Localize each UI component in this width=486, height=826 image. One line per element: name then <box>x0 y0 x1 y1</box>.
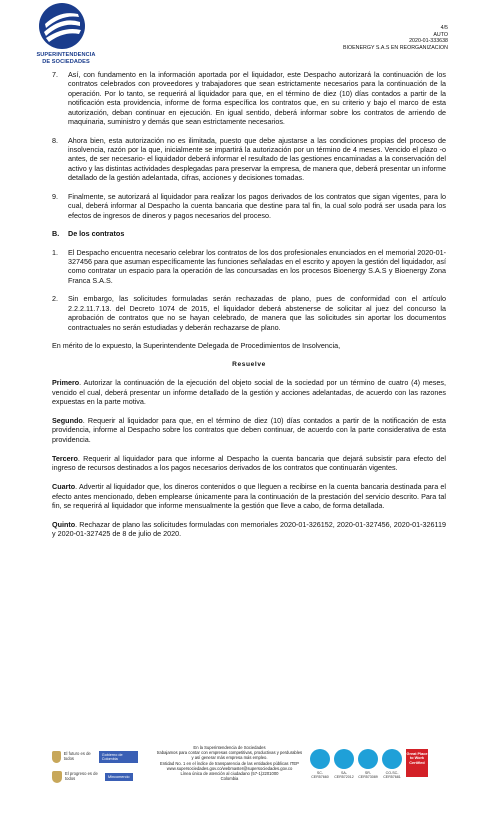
doc-type: AUTO <box>433 31 448 38</box>
numbered-paragraph: 9. Finalmente, se autorizará al liquidador para realizar los pagos derivados de los contratos que sigan vigentes, para lo cual, deberá informar al Despacho la cuenta bancaria que destine para tal fin, la cual solo podrá ser usada para los efectos de ingresos de dineros y pagos necesarios del proceso. <box>52 191 446 220</box>
footer-contact-text: En la Superintendencia de Sociedades trabajamos para contar con empresas competitivas, productivas y perdurables y así generar más empresa más empleo. Entidad No. 1 en el índice de transparencia de las entidades públicas ITEP www.supersociedades.gov.co/webmaster@supersociedades.gov.co Línea única de atención al ciudadano (57-1)2201000 Colombia <box>156 745 303 782</box>
numbered-paragraph: 1. El Despacho encuentra necesario celebrar los contratos de los dos profesionales enunciados en el memorial 2020-01-327456 para que asuman específicamente las funciones señaladas en el escrito y apoyen la gestión del liquidador, así como contratar un espacio para la operación de las concursadas en los procesos Bioenergy S.A.S y Bioenergy Zona Franca S.A.S. <box>52 247 446 285</box>
iso-cert-icon <box>310 749 330 769</box>
certification-badge: SA-CER572012 <box>334 749 354 779</box>
numbered-paragraph: 2. Sin embargo, las solicitudes formuladas serán rechazadas de plano, pues de conformidad con el artículo 2.2.2.11.7.13. del Decreto 1074 de 2015, el liquidador deberá abstenerse de solicitar al juez del concurso la aprobación de contratos que no se hayan celebrado, de manera que las solicitudes sin aportar los documentos contractuales no serán estudiadas y deberán rechazarse de plano. <box>52 294 446 332</box>
resuelve-heading: Resuelve <box>232 360 266 368</box>
resolution-paragraph: Segundo. Requerir al liquidador para que, en el término de diez (10) días contados a partir de la notificación de esta providencia, informe al Despacho sobre los contratos que deben continuar, de acuerdo con la parte considerativa de esta providencia. <box>52 415 446 444</box>
coat-of-arms-icon <box>52 771 62 783</box>
certification-badge: SR-CER573089 <box>358 749 378 779</box>
certification-badge: CO-SC-CER57681 <box>382 749 402 779</box>
numbered-paragraph: 7. Así, con fundamento en la información aportada por el liquidador, este Despacho autorizará la continuación de los contratos celebrados con proveedores y trabajadores que sean estrictamente necesarios para la continuación de la operación. Por lo tanto, se requerirá al liquidador para que, en el término de diez (10) días contados a partir de la notificación esta providencia, informe de forma específica los contratos que, en su criterio y bajo el marco de esta autorización, deban continuar en ejecución. En igual sentido, deberá informar sobre los contratos de arriendo de maquinaria, suministro y demás que sean estrictamente necesarios. <box>52 70 446 127</box>
gov-logo-row: El futuro es de todos Gobierno de Colombia <box>52 749 138 765</box>
document-header-info <box>343 25 448 51</box>
page-number: 4/5 <box>440 25 448 31</box>
doc-number: 2020-01-333638 <box>409 38 448 44</box>
document-body <box>52 70 446 548</box>
iso-cert-icon <box>382 749 402 769</box>
resolution-paragraph: Tercero. Requerir al liquidador para que informe al Despacho la cuenta bancaria que dejará subsistir para efecto del ingreso de recursos destinados a los pagos necesarios derivados de los contratos que continuarán vigentes. <box>52 453 446 473</box>
iso-cert-icon <box>358 749 378 769</box>
resolution-paragraph: Primero. Autorizar la continuación de la ejecución del objeto social de la sociedad por un término de cuatro (4) meses, vencido el cual, deberá presentar un informe detallado de la gestión y acciones adelantadas, de acuerdo con las razones expuestas en la parte motiva. <box>52 378 446 406</box>
logo-wordmark: SUPERINTENDENCIA DE SOCIEDADES <box>36 52 96 65</box>
government-logos <box>52 749 138 789</box>
certification-badges <box>310 749 428 779</box>
document-footer <box>52 745 452 811</box>
gov-logo-row: El progreso es de todos Mincomercio <box>52 769 138 785</box>
resolution-paragraph: Quinto. Rechazar de plano las solicitudes formuladas con memoriales 2020-01-326152, 2020-01-327456, 2020-01-326119 y 2020-01-327425 de 8 de julio de 2020. <box>52 519 446 539</box>
supersociedades-logo <box>30 2 96 74</box>
numbered-paragraph: 8. Ahora bien, esta autorización no es ilimitada, puesto que debe ajustarse a las condiciones propias del proceso de insolvencia, razón por la que, inicialmente se impartirá la autorización por un término de 4 meses. Vencido el plazo -o antes, de ser necesario- el liquidador deberá informar el resultado de las gestiones encaminadas a la conservación del activo y las distintas actividades desplegadas para preservar la empresa, de manera que, deberá presentar un informe detallado de la gestión adelantada, cifras, acciones y decisiones tomadas. <box>52 135 446 183</box>
resolution-paragraph: Cuarto. Advertir al liquidador que, los dineros contenidos o que lleguen a recibirse en la cuenta bancaria destinada para el efecto antes mencionado, deben emplearse únicamente para la continuación de la prestación del servicio descrito. Para tal fin, se requerirá al liquidador que informe mensualmente la gestión que lleve a cabo, de forma detallada. <box>52 482 446 510</box>
great-place-to-work-badge: Great Place to Work Certified <box>406 749 428 777</box>
section-heading: B. De los contratos <box>52 229 125 239</box>
logo-emblem-icon <box>38 2 86 50</box>
iso-cert-icon <box>334 749 354 769</box>
coat-of-arms-icon <box>52 751 61 763</box>
merito-paragraph: En mérito de lo expuesto, la Superintendente Delegada de Procedimientos de Insolvencia, <box>52 341 341 351</box>
company-name: BIOENERGY S.A.S EN REORGANIZACION <box>343 44 448 51</box>
certification-badge: SC-CER57660 <box>310 749 330 779</box>
